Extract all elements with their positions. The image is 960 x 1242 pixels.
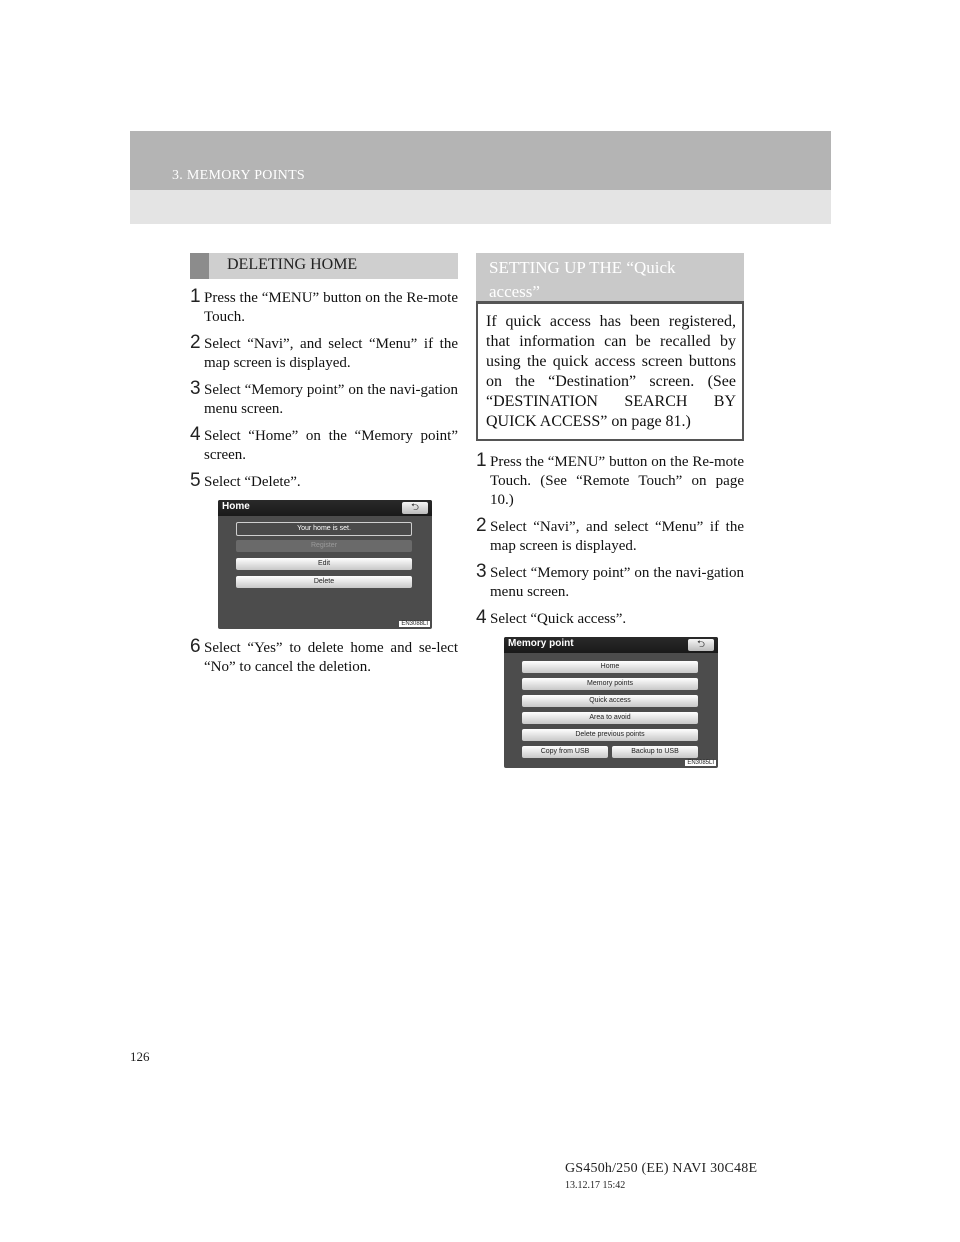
figure-code: EN3088LI (401, 621, 428, 627)
step-item: 1 Press the “MENU” button on the Re-mote Touch. (190, 286, 458, 325)
delete-button[interactable]: Delete (236, 576, 412, 588)
footer-model: GS450h/250 (EE) NAVI 30C48E (565, 1161, 758, 1176)
section-heading-deleting-home (190, 253, 458, 279)
section-heading-text: SETTING UP THE “Quick access” (489, 258, 676, 301)
copy-from-usb-button[interactable]: Copy from USB (522, 746, 608, 758)
step-item: 4 Select “Home” on the “Memory point” screen. (190, 424, 458, 463)
left-steps-continued (190, 636, 458, 677)
left-steps (190, 286, 458, 492)
home-status-label: Your home is set. (236, 522, 412, 536)
memory-point-screen-screenshot (504, 637, 718, 768)
quick-access-button[interactable]: Quick access (522, 695, 698, 707)
step-item: 4 Select “Quick access”. (476, 607, 627, 628)
right-steps (476, 450, 744, 629)
figure-code: EN3085LI (687, 760, 714, 766)
step-item: 1 Press the “MENU” button on the Re-mote Touch. (See “Remote Touch” on page 10.) (476, 450, 744, 508)
step-item: 2 Select “Navi”, and select “Menu” if the map screen is displayed. (476, 515, 744, 554)
step-item: 6 Select “Yes” to delete home and se-lect “No” to cancel the deletion. (190, 636, 458, 675)
screen-title: Memory point (508, 638, 574, 649)
area-to-avoid-button[interactable]: Area to avoid (522, 712, 698, 724)
section-heading-text: DELETING HOME (227, 256, 358, 273)
back-arrow-icon[interactable]: ⮌ (402, 502, 428, 514)
memory-points-button[interactable]: Memory points (522, 678, 698, 690)
delete-previous-points-button[interactable]: Delete previous points (522, 729, 698, 741)
heading-marker (190, 253, 209, 279)
screen-title-bar (218, 500, 432, 516)
backup-to-usb-button[interactable]: Backup to USB (612, 746, 698, 758)
screen-title: Home (222, 501, 250, 512)
chapter-title: 3. MEMORY POINTS (172, 168, 306, 183)
home-screen-screenshot (218, 500, 432, 629)
register-button[interactable]: Register (236, 540, 412, 552)
info-box: If quick access has been registered, that information can be recalled by using the quick access screen buttons on the “Destination” screen. (See “DESTINATION SEARCH BY QUICK ACCESS” on page 81.) (476, 304, 744, 441)
back-arrow-icon[interactable]: ⮌ (688, 639, 714, 651)
left-column (190, 253, 458, 685)
edit-button[interactable]: Edit (236, 558, 412, 570)
footer-date: 13.12.17 15:42 (565, 1180, 626, 1191)
header-band-lower (130, 190, 831, 224)
page-number: 126 (130, 1049, 150, 1064)
step-item: 2 Select “Navi”, and select “Menu” if the map screen is displayed. (190, 332, 458, 371)
step-item: 5 Select “Delete”. (190, 470, 301, 491)
home-button[interactable]: Home (522, 661, 698, 673)
section-heading-quick-access (476, 253, 744, 304)
step-item: 3 Select “Memory point” on the navi-gation menu screen. (190, 378, 458, 417)
right-column (476, 253, 744, 768)
step-item: 3 Select “Memory point” on the navi-gation menu screen. (476, 561, 744, 600)
